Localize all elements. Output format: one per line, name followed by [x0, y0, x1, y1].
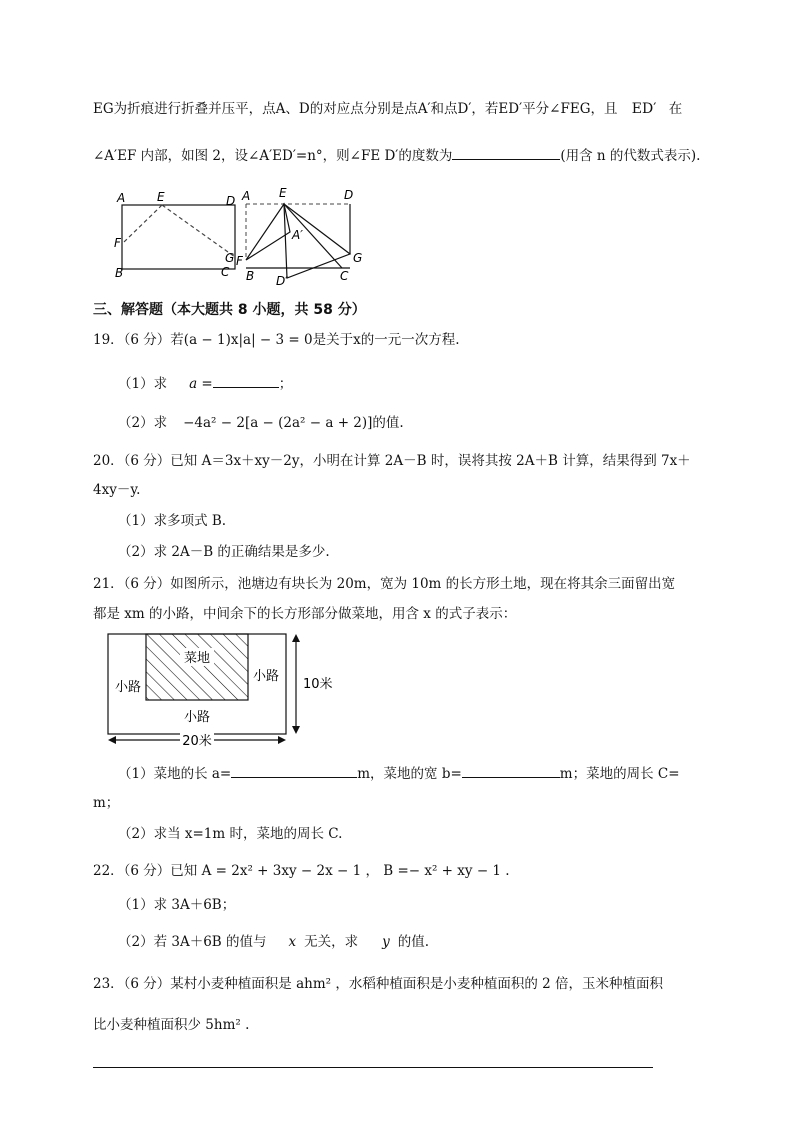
q21-part1-b: m，菜地的宽 b= [357, 766, 462, 782]
fig1-label-c: C [221, 265, 230, 279]
fig2-label-f: F [236, 254, 243, 268]
fig1-label-f: F [114, 236, 121, 250]
fig2-label-c: C [340, 269, 349, 283]
q23-line2: 比小麦种植面积少 5hm² . [93, 1017, 250, 1033]
q19-stem: 19．（6 分）若(a − 1)x|a| − 3 = 0是关于x的一元一次方程. [93, 332, 460, 348]
q21-length-blank[interactable] [231, 763, 357, 778]
footer-rule [93, 1067, 653, 1068]
q20-line1: 20．（6 分）已知 A＝3x＋xy－2y，小明在计算 2A－B 时，误将其按 2A＋B 计算，结果得到 7x＋ [93, 453, 691, 469]
fig2-label-a: A [242, 189, 251, 203]
fig1-rectangle [122, 205, 235, 269]
fig2-folded-triangle-a [246, 204, 290, 260]
garden-figure [104, 630, 334, 756]
q18-line2-a: ∠A′EF 内部，如图 2，设∠A′ED′=n°，则∠FE D′的度数为 [93, 148, 453, 164]
road-left-label: 小路 [114, 680, 142, 695]
fig2-label-g: G [353, 251, 363, 265]
fig2-label-b: B [246, 269, 255, 283]
q22-part2-d: y [382, 934, 390, 950]
q20-part1: （1）求多项式 B. [118, 513, 227, 529]
width-arrow-right [278, 736, 286, 744]
fig1-label-d: D [226, 194, 236, 208]
fold-figure-1 [110, 185, 250, 280]
fig1-label-b: B [115, 266, 124, 280]
q23-line1: 23．（6 分）某村小麦种植面积是 ahm² ，水稻种植面积是小麦种植面积的 2 倍，玉米种植面积 [93, 976, 664, 992]
q22-part1: （1）求 3A＋6B； [118, 897, 236, 913]
fig2-label-e: E [279, 186, 287, 200]
q22-part2-a: （2）若 3A＋6B 的值与 [118, 934, 267, 950]
garden-label: 菜地 [183, 651, 211, 666]
fig2-label-dprime: D′ [276, 274, 288, 287]
q19-part2 [118, 414, 404, 432]
q18-line2-b: (用含 n 的代数式表示). [560, 148, 701, 164]
q22-line1: 22．（6 分）已知 A = 2x² + 3xy − 2x − 1 ， B =− x² + xy − 1 . [93, 863, 510, 879]
fig2-label-d: D [344, 188, 354, 202]
q19-part1 [118, 373, 292, 393]
q19-answer-blank[interactable] [213, 373, 279, 388]
q18-answer-blank[interactable] [452, 145, 560, 160]
fig1-crease-eg [162, 205, 235, 257]
q21-part1-c: m；菜地的周长 C= [559, 766, 680, 782]
q19-part2-a: （2）求 [118, 415, 168, 431]
q20-line2: 4xy－y. [93, 482, 141, 498]
fig1-label-a: A [117, 191, 126, 205]
fig2-label-aprime: A′ [292, 228, 303, 242]
garden-rectangle [146, 634, 248, 700]
q19-part1-b: a = [189, 376, 213, 392]
q20-part2: （2）求 2A－B 的正确结果是多少. [118, 544, 330, 560]
q19-part1-a: （1）求 [118, 376, 168, 392]
q19-part2-b: −4a² − 2[a − (2a² − a + 2)]的值. [183, 415, 404, 431]
q21-part2: （2）求当 x=1m 时，菜地的周长 C. [118, 826, 343, 842]
q21-part1-a: （1）菜地的长 a= [118, 766, 232, 782]
fig1-label-g: G [225, 251, 235, 265]
q18-line1-end: ED′ [631, 101, 657, 117]
q19-part1-c: ； [278, 376, 293, 392]
q21-line2: 都是 xm 的小路，中间余下的长方形部分做菜地，用含 x 的式子表示： [93, 606, 517, 622]
width-arrow-left [108, 736, 116, 744]
height-label: 10米 [303, 677, 333, 692]
q18-line1 [93, 100, 682, 118]
q18-line1-tail: 在 [668, 101, 683, 117]
q21-width-blank[interactable] [462, 763, 560, 778]
q21-part1-end: m； [93, 795, 120, 811]
road-right-label: 小路 [252, 669, 280, 684]
q22-part2-b: x [288, 934, 297, 950]
q22-part2-c: 无关，求 [304, 934, 359, 950]
q18-line2 [93, 145, 700, 165]
fig1-crease-ef [124, 205, 162, 242]
height-arrow-bottom [292, 726, 300, 734]
q22-part2 [118, 933, 429, 951]
fold-figure-2 [232, 182, 367, 287]
height-arrow-top [292, 634, 300, 642]
q21-part1 [118, 763, 680, 783]
fig1-label-e: E [157, 190, 165, 204]
section-3-title: 三、解答题（本大题共 8 小题，共 58 分） [93, 302, 366, 318]
q21-line1: 21．（6 分）如图所示，池塘边有块长为 20m，宽为 10m 的长方形土地，现在将其余三面留出宽 [93, 576, 676, 592]
road-bottom-label: 小路 [183, 710, 211, 725]
width-label: 20米 [182, 734, 212, 749]
q18-line1-text: EG为折痕进行折叠并压平，点A、D的对应点分别是点A′和点D′，若ED′平分∠FEG，且 [93, 101, 618, 117]
q22-part2-e: 的值. [397, 934, 430, 950]
